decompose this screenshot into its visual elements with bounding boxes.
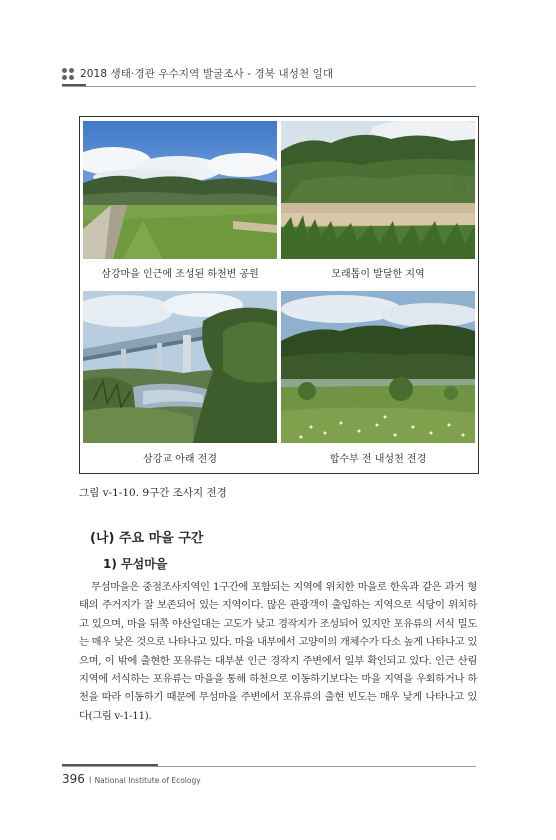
header-dots-icon [62,68,74,80]
figure-title: 그림 v-1-10. 9구간 조사지 전경 [79,487,227,499]
photo-caption: 삼강마을 인근에 조성된 하천변 공원 [101,269,259,280]
footer-rule [62,766,476,767]
sub-heading: 1) 무섬마을 [103,557,168,571]
page-number: 396 [62,772,85,786]
header-rule [62,86,476,87]
section-heading: (나) 주요 마을 구간 [90,531,204,546]
page-footer [62,772,201,786]
footer-publisher: National Institute of Ecology [94,776,201,785]
running-header [62,66,333,81]
figure-box [79,116,479,474]
footer-separator: I [88,776,92,786]
photo-caption: 합수부 전 내성천 전경 [329,454,427,465]
body-paragraph: 무섬마을은 중점조사지역인 1구간에 포함되는 지역에 위치한 마을로 한옥과 같은 과거 형태의 주거지가 잘 보존되어 있는 지역이다. 많은 관광객이 출입하는 지역으로 식당이 위치하고 있으며, 마을 뒤쪽 야산일대는 고도가 낮고 경작지가 조성되어 있지만 포유류의 서식 밀도는 매우 낮은 것으로 나타나고 있다. 마을 내부에서 고양이의 개체수가 다소 높게 나타나고 있으며, 이 밖에 출현한 포유류는 대부분 인근 경작지 주변에서 일부 확인되고 있다. 인근 산림지역에 서식하는 포유류는 마을을 통해 하천으로 이동하기보다는 마을 지역을 우회하거나 하천을 따라 이동하기 때문에 무섬마을 주변에서 포유류의 출현 빈도는 매우 낮게 나타나고 있다(그림 v-1-11). [79,581,477,722]
photo-riverside-park [83,121,277,259]
photo-naeseongcheon-confluence [281,291,475,443]
photo-caption: 모래톱이 발달한 지역 [331,269,425,280]
header-title: 2018 생태·경관 우수지역 발굴조사 - 경북 내성천 일대 [80,68,334,80]
photo-sandbar [281,121,475,259]
photo-caption: 삼강교 아래 전경 [143,454,217,465]
photo-samgang-bridge [83,291,277,443]
